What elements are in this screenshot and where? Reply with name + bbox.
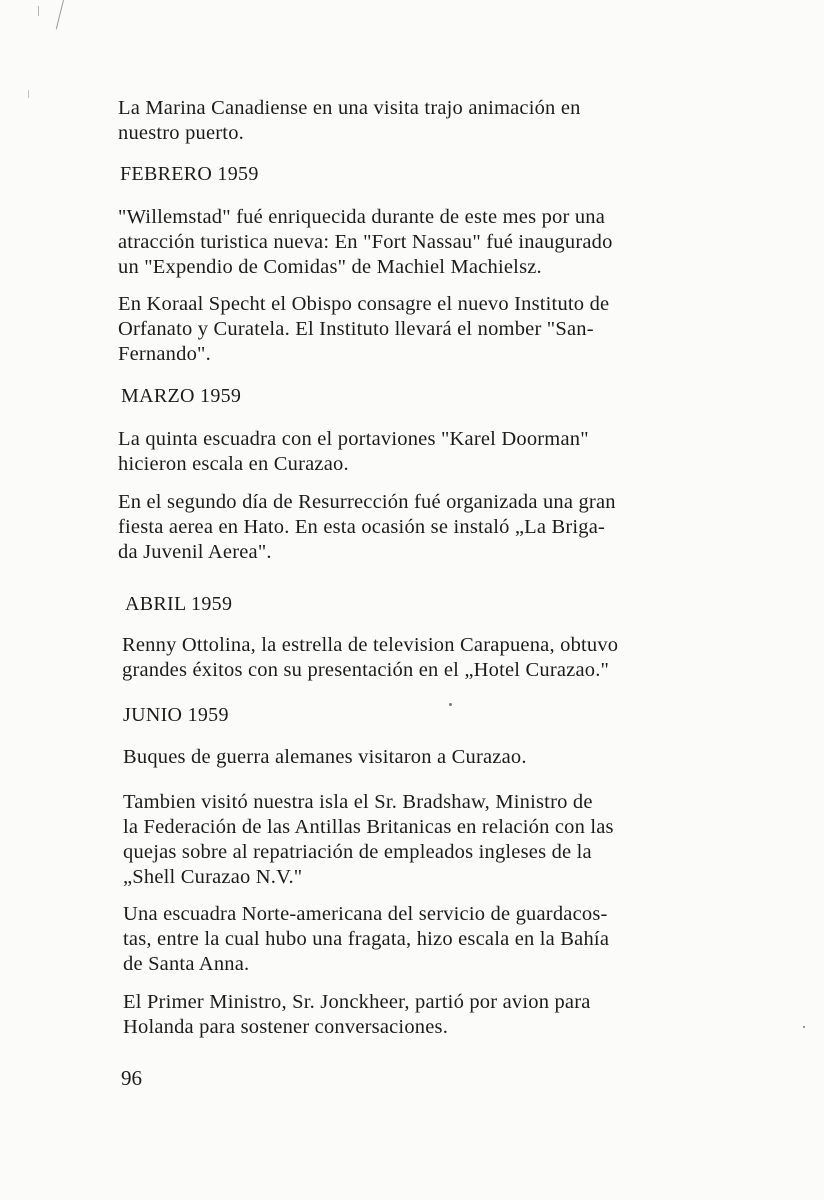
text-line: "Willemstad" fué enriquecida durante de este mes por una [118, 206, 606, 228]
text-line: Orfanato y Curatela. El Instituto llevará el nomber "San- [118, 318, 594, 340]
text-line: Tambien visitó nuestra isla el Sr. Bradshaw, Ministro de [123, 791, 593, 813]
text-line: „Shell Curazao N.V." [123, 866, 303, 888]
text-line: Buques de guerra alemanes visitaron a Curazao. [123, 746, 527, 768]
paragraph [123, 990, 723, 1040]
text-line: Renny Ottolina, la estrella de television Carapuena, obtuvo [122, 634, 619, 656]
text-line: La Marina Canadiense en una visita trajo animación en [118, 97, 581, 119]
section-heading-marzo: MARZO 1959 [121, 385, 242, 407]
text-line: un "Expendio de Comidas" de Machiel Machielsz. [118, 256, 542, 278]
paragraph [122, 633, 722, 683]
text-line: En el segundo día de Resurrección fué organizada una gran [118, 491, 616, 513]
scan-speck [803, 1026, 805, 1028]
section-heading-junio: JUNIO 1959 [123, 704, 229, 726]
text-line: Fernando". [118, 343, 211, 365]
section-heading-febrero: FEBRERO 1959 [120, 163, 259, 185]
scan-speck [449, 703, 452, 706]
scan-mark [38, 6, 39, 16]
paragraph [118, 427, 718, 477]
text-line: Una escuadra Norte-americana del servicio de guardacos- [123, 903, 608, 925]
paragraph [118, 292, 718, 367]
scan-mark [56, 0, 64, 29]
paragraph [118, 205, 718, 280]
text-line: grandes éxitos con su presentación en el „Hotel Curazao." [122, 659, 610, 681]
text-line: de Santa Anna. [123, 953, 250, 975]
section-heading-abril: ABRIL 1959 [125, 593, 233, 615]
text-line: tas, entre la cual hubo una fragata, hizo escala en la Bahía [123, 928, 610, 950]
paragraph [123, 745, 723, 770]
text-line: Holanda para sostener conversaciones. [123, 1016, 449, 1038]
text-line: da Juvenil Aerea". [118, 541, 272, 563]
intro-paragraph [118, 96, 718, 146]
paragraph [118, 490, 718, 565]
text-line: quejas sobre al repatriación de empleados ingleses de la [123, 841, 592, 863]
paragraph [123, 902, 723, 977]
text-line: El Primer Ministro, Sr. Jonckheer, partió por avion para [123, 991, 591, 1013]
text-line: nuestro puerto. [118, 122, 244, 144]
text-line: atracción turistica nueva: En "Fort Nassau" fué inaugurado [118, 231, 613, 253]
text-line: En Koraal Specht el Obispo consagre el nuevo Instituto de [118, 293, 610, 315]
text-line: La quinta escuadra con el portaviones "Karel Doorman" [118, 428, 589, 450]
text-line: la Federación de las Antillas Britanicas en relación con las [123, 816, 614, 838]
text-line: fiesta aerea en Hato. En esta ocasión se instaló „La Briga- [118, 516, 606, 538]
page-number: 96 [121, 1066, 142, 1090]
paragraph [123, 790, 723, 890]
text-line: hicieron escala en Curazao. [118, 453, 349, 475]
scan-mark [28, 90, 29, 98]
